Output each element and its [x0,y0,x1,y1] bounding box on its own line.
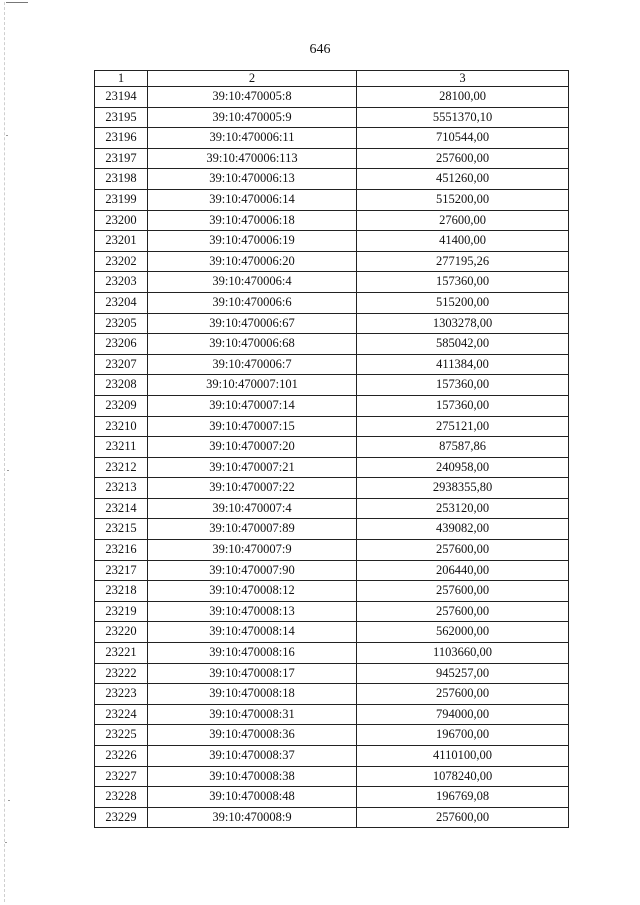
scan-corner-mark [6,2,28,3]
table-row [95,725,569,746]
row-index-cell: 23215 [95,519,148,540]
row-index-cell: 23207 [95,354,148,375]
table-row [95,169,569,190]
table-row [95,787,569,808]
table-row [95,416,569,437]
column-header-value: 3 [357,71,569,87]
cadastral-number-cell: 39:10:470008:17 [148,663,357,684]
table-row [95,334,569,355]
cadastral-number-cell: 39:10:470007:14 [148,395,357,416]
table-row [95,313,569,334]
row-index-cell: 23196 [95,128,148,149]
cadastral-number-cell: 39:10:470005:8 [148,87,357,108]
row-index-cell: 23208 [95,375,148,396]
table-row [95,457,569,478]
row-index-cell: 23219 [95,601,148,622]
row-index-cell: 23209 [95,395,148,416]
cadastral-number-cell: 39:10:470006:20 [148,251,357,272]
row-index-cell: 23199 [95,189,148,210]
row-index-cell: 23229 [95,807,148,828]
cadastral-number-cell: 39:10:470007:15 [148,416,357,437]
value-cell: 1078240,00 [357,766,569,787]
cadastral-number-cell: 39:10:470008:18 [148,684,357,705]
row-index-cell: 23224 [95,704,148,725]
table-row [95,107,569,128]
row-index-cell: 23223 [95,684,148,705]
value-cell: 196769,08 [357,787,569,808]
cadastral-number-cell: 39:10:470006:14 [148,189,357,210]
cadastral-number-cell: 39:10:470006:113 [148,148,357,169]
value-cell: 585042,00 [357,334,569,355]
table-row [95,498,569,519]
cadastral-number-cell: 39:10:470008:12 [148,581,357,602]
value-cell: 710544,00 [357,128,569,149]
column-header-index: 1 [95,71,148,87]
table-row [95,87,569,108]
cadastral-number-cell: 39:10:470006:13 [148,169,357,190]
value-cell: 28100,00 [357,87,569,108]
row-index-cell: 23217 [95,560,148,581]
scan-speck [6,135,8,136]
column-header-cadastral-number: 2 [148,71,357,87]
scan-speck [5,842,7,843]
cadastral-number-cell: 39:10:470007:20 [148,437,357,458]
table-body [95,87,569,828]
table-row [95,766,569,787]
header-row [95,71,569,87]
table-row [95,251,569,272]
cadastral-number-cell: 39:10:470006:7 [148,354,357,375]
table-row [95,375,569,396]
table-row [95,437,569,458]
value-cell: 275121,00 [357,416,569,437]
row-index-cell: 23206 [95,334,148,355]
table-header [95,71,569,87]
cadastral-number-cell: 39:10:470007:90 [148,560,357,581]
row-index-cell: 23195 [95,107,148,128]
cadastral-number-cell: 39:10:470006:18 [148,210,357,231]
table-row [95,478,569,499]
table-row [95,128,569,149]
cadastral-number-cell: 39:10:470006:19 [148,231,357,252]
value-cell: 277195,26 [357,251,569,272]
cadastral-number-cell: 39:10:470008:48 [148,787,357,808]
table-row [95,643,569,664]
table-row [95,560,569,581]
cadastral-number-cell: 39:10:470006:6 [148,292,357,313]
row-index-cell: 23203 [95,272,148,293]
row-index-cell: 23220 [95,622,148,643]
value-cell: 411384,00 [357,354,569,375]
table-row [95,704,569,725]
row-index-cell: 23205 [95,313,148,334]
value-cell: 562000,00 [357,622,569,643]
table-row [95,395,569,416]
cadastral-number-cell: 39:10:470007:101 [148,375,357,396]
value-cell: 5551370,10 [357,107,569,128]
row-index-cell: 23194 [95,87,148,108]
value-cell: 253120,00 [357,498,569,519]
cadastral-number-cell: 39:10:470007:21 [148,457,357,478]
cadastral-number-cell: 39:10:470008:14 [148,622,357,643]
table-row [95,684,569,705]
value-cell: 794000,00 [357,704,569,725]
value-cell: 240958,00 [357,457,569,478]
cadastral-number-cell: 39:10:470005:9 [148,107,357,128]
cadastral-number-cell: 39:10:470008:13 [148,601,357,622]
table-row [95,210,569,231]
cadastral-number-cell: 39:10:470006:68 [148,334,357,355]
row-index-cell: 23211 [95,437,148,458]
value-cell: 1103660,00 [357,643,569,664]
table-row [95,231,569,252]
table-row [95,622,569,643]
value-cell: 515200,00 [357,292,569,313]
value-cell: 257600,00 [357,540,569,561]
table-row [95,601,569,622]
cadastral-number-cell: 39:10:470008:16 [148,643,357,664]
value-cell: 157360,00 [357,375,569,396]
value-cell: 1303278,00 [357,313,569,334]
table-row [95,807,569,828]
row-index-cell: 23200 [95,210,148,231]
value-cell: 945257,00 [357,663,569,684]
value-cell: 87587,86 [357,437,569,458]
cadastral-number-cell: 39:10:470008:36 [148,725,357,746]
row-index-cell: 23222 [95,663,148,684]
table-row [95,292,569,313]
cadastral-number-cell: 39:10:470006:67 [148,313,357,334]
row-index-cell: 23227 [95,766,148,787]
row-index-cell: 23216 [95,540,148,561]
cadastral-number-cell: 39:10:470007:9 [148,540,357,561]
scan-margin-line [4,2,5,902]
value-cell: 257600,00 [357,807,569,828]
page-number: 646 [309,42,331,57]
table-row [95,272,569,293]
row-index-cell: 23218 [95,581,148,602]
cadastral-number-cell: 39:10:470007:4 [148,498,357,519]
value-cell: 257600,00 [357,581,569,602]
row-index-cell: 23225 [95,725,148,746]
row-index-cell: 23202 [95,251,148,272]
value-cell: 157360,00 [357,272,569,293]
value-cell: 515200,00 [357,189,569,210]
row-index-cell: 23228 [95,787,148,808]
scan-speck [7,470,9,471]
row-index-cell: 23204 [95,292,148,313]
value-cell: 206440,00 [357,560,569,581]
row-index-cell: 23197 [95,148,148,169]
table-row [95,540,569,561]
cadastral-number-cell: 39:10:470007:22 [148,478,357,499]
table-row [95,581,569,602]
table-row [95,663,569,684]
row-index-cell: 23213 [95,478,148,499]
row-index-cell: 23198 [95,169,148,190]
value-cell: 257600,00 [357,684,569,705]
row-index-cell: 23212 [95,457,148,478]
value-cell: 27600,00 [357,210,569,231]
cadastral-number-cell: 39:10:470007:89 [148,519,357,540]
row-index-cell: 23214 [95,498,148,519]
registry-table [94,70,569,828]
table-row [95,148,569,169]
value-cell: 257600,00 [357,601,569,622]
cadastral-number-cell: 39:10:470008:31 [148,704,357,725]
row-index-cell: 23201 [95,231,148,252]
row-index-cell: 23226 [95,746,148,767]
cadastral-number-cell: 39:10:470008:37 [148,746,357,767]
cadastral-number-cell: 39:10:470006:4 [148,272,357,293]
value-cell: 4110100,00 [357,746,569,767]
row-index-cell: 23210 [95,416,148,437]
value-cell: 41400,00 [357,231,569,252]
cadastral-number-cell: 39:10:470008:38 [148,766,357,787]
table-row [95,354,569,375]
table-row [95,189,569,210]
table-row [95,519,569,540]
value-cell: 439082,00 [357,519,569,540]
cadastral-number-cell: 39:10:470006:11 [148,128,357,149]
value-cell: 196700,00 [357,725,569,746]
table-row [95,746,569,767]
value-cell: 2938355,80 [357,478,569,499]
scan-speck [8,800,10,801]
value-cell: 157360,00 [357,395,569,416]
cadastral-number-cell: 39:10:470008:9 [148,807,357,828]
value-cell: 451260,00 [357,169,569,190]
row-index-cell: 23221 [95,643,148,664]
value-cell: 257600,00 [357,148,569,169]
